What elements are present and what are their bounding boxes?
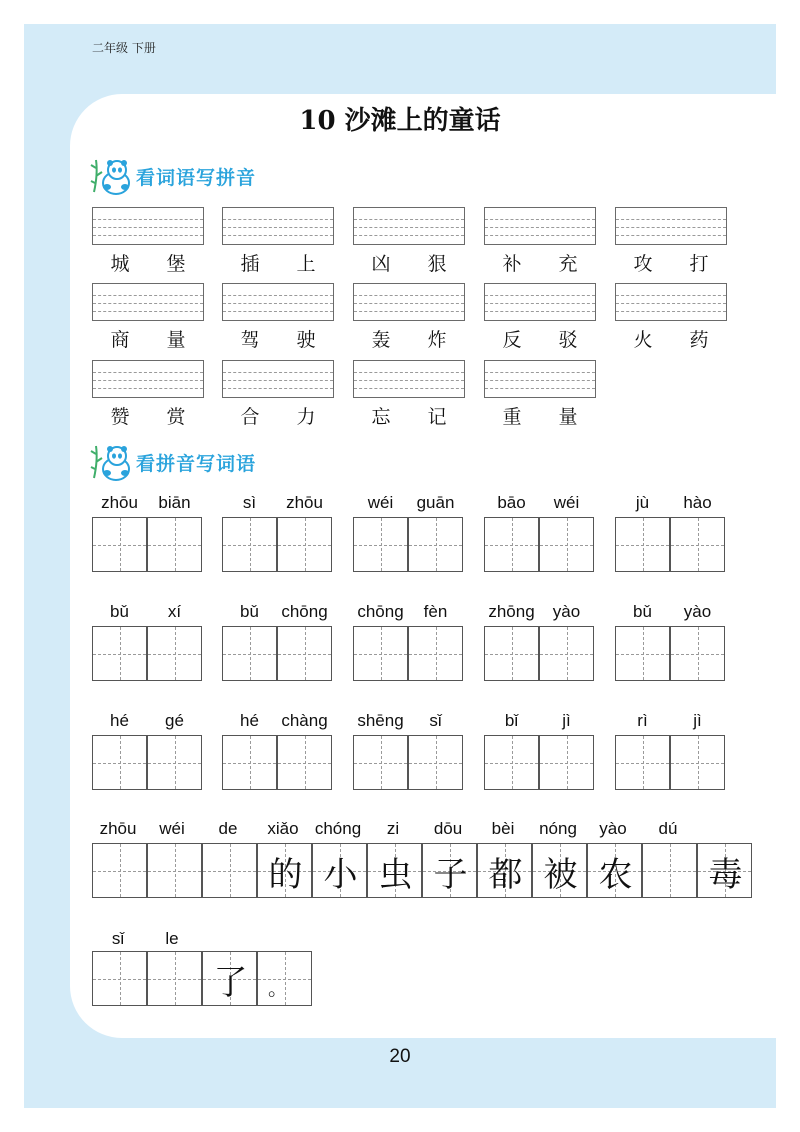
vocab-char: 上: [296, 252, 316, 275]
vocab-char: 量: [166, 328, 186, 351]
guide-line: [485, 388, 595, 389]
page-number: 20: [389, 1046, 411, 1067]
pinyin-answer-box[interactable]: [615, 207, 727, 245]
character-write-box[interactable]: [92, 843, 147, 898]
pinyin-label: zhōu: [99, 819, 137, 838]
guide-line: [485, 219, 595, 220]
printed-character: 都: [488, 855, 523, 895]
character-box-filled: [587, 843, 642, 898]
guide-line: [485, 372, 595, 373]
pinyin-label: wéi: [553, 493, 580, 512]
character-write-box[interactable]: [539, 626, 594, 681]
pinyin-label: fèn: [423, 602, 448, 621]
vocab-word: [353, 402, 465, 428]
printed-character: 。: [268, 976, 288, 1000]
character-write-box[interactable]: [353, 626, 408, 681]
pinyin-label: bāo: [497, 493, 526, 512]
guide-line: [223, 372, 333, 373]
vocab-word: [353, 325, 465, 351]
guide-line: [485, 311, 595, 312]
character-write-box[interactable]: [408, 735, 463, 790]
pinyin-label: sǐ: [429, 711, 442, 730]
character-write-box[interactable]: [147, 626, 202, 681]
guide-line: [616, 311, 726, 312]
character-write-box[interactable]: [615, 735, 670, 790]
guide-line: [93, 372, 203, 373]
guide-line: [485, 380, 595, 381]
pinyin-label: bǔ: [633, 602, 652, 621]
pinyin-label: dú: [658, 819, 678, 838]
vocab-char: 赏: [166, 405, 186, 428]
vocab-word: [222, 325, 334, 351]
pinyin-label: biān: [158, 493, 191, 512]
vocab-char: 忘: [371, 405, 391, 428]
pinyin-label: nóng: [539, 819, 577, 838]
pinyin-label: xí: [167, 602, 182, 621]
pinyin-answer-box[interactable]: [353, 283, 465, 321]
vocab-char: 攻: [633, 252, 653, 275]
pinyin-label: hào: [683, 493, 712, 512]
vocab-char: 力: [296, 405, 316, 428]
character-write-box[interactable]: [147, 951, 202, 1006]
pinyin-label: zi: [386, 819, 400, 838]
guide-line: [616, 235, 726, 236]
pinyin-label: jì: [562, 711, 571, 730]
pinyin-label: jù: [635, 493, 650, 512]
pinyin-answer-box[interactable]: [484, 207, 596, 245]
vocab-char: 驾: [240, 328, 260, 351]
panda-icon: [90, 442, 134, 482]
character-write-box[interactable]: [92, 626, 147, 681]
pinyin-label: bèi: [491, 819, 515, 838]
printed-character: 的: [268, 855, 303, 895]
pinyin-answer-box[interactable]: [92, 283, 204, 321]
character-write-box[interactable]: [408, 626, 463, 681]
printed-character: 农: [598, 855, 633, 895]
character-box-filled: [532, 843, 587, 898]
pinyin-label: gé: [165, 711, 184, 730]
vocab-word: [222, 249, 334, 275]
pinyin-label: yào: [683, 602, 712, 621]
vocab-char: 凶: [371, 252, 391, 275]
guide-line: [354, 311, 464, 312]
vocab-char: 轰: [371, 328, 391, 351]
vocab-char: 驶: [296, 328, 316, 351]
character-write-box[interactable]: [670, 517, 725, 572]
character-write-box[interactable]: [539, 517, 594, 572]
guide-line: [93, 388, 203, 389]
pinyin-label: wéi: [367, 493, 394, 512]
character-box-filled: [477, 843, 532, 898]
pinyin-label: zhōu: [101, 493, 138, 512]
pinyin-label: yào: [599, 819, 627, 838]
character-write-box[interactable]: [222, 735, 277, 790]
character-box-filled: [257, 843, 312, 898]
pinyin-answer-box[interactable]: [222, 283, 334, 321]
vocab-char: 狠: [427, 252, 447, 275]
guide-line: [93, 227, 203, 228]
pinyin-label: rì: [637, 711, 648, 730]
pinyin-answer-box[interactable]: [484, 283, 596, 321]
pinyin-label: chàng: [281, 711, 328, 730]
character-write-box[interactable]: [92, 517, 147, 572]
grade-label: 二年级 下册: [92, 41, 156, 55]
character-box-filled: [367, 843, 422, 898]
character-write-box[interactable]: [408, 517, 463, 572]
vocab-char: 插: [240, 252, 260, 275]
character-write-box[interactable]: [539, 735, 594, 790]
pinyin-label: xiǎo: [267, 819, 299, 838]
guide-line: [93, 311, 203, 312]
vocab-char: 驳: [558, 328, 578, 351]
guide-line: [223, 311, 333, 312]
vocab-char: 补: [502, 252, 522, 275]
character-write-box[interactable]: [615, 626, 670, 681]
vocab-char: 药: [689, 328, 709, 351]
guide-line: [354, 303, 464, 304]
vocab-word: [484, 325, 596, 351]
pinyin-label: le: [165, 929, 179, 948]
guide-line: [616, 227, 726, 228]
guide-line: [93, 235, 203, 236]
character-write-box[interactable]: [484, 517, 539, 572]
vocab-word: [92, 249, 204, 275]
guide-line: [485, 295, 595, 296]
character-write-box[interactable]: [147, 843, 202, 898]
guide-line: [93, 380, 203, 381]
vocab-word: [353, 249, 465, 275]
panda-icon: [90, 156, 134, 196]
vocab-char: 记: [427, 405, 447, 428]
pinyin-label: chōng: [357, 602, 404, 621]
pinyin-answer-box[interactable]: [92, 360, 204, 398]
guide-line: [485, 235, 595, 236]
character-write-box[interactable]: [277, 517, 332, 572]
guide-line: [93, 219, 203, 220]
vocab-char: 炸: [427, 328, 447, 351]
vocab-char: 量: [558, 405, 578, 428]
pinyin-answer-box[interactable]: [615, 283, 727, 321]
section-title: 看词语写拼音: [136, 166, 257, 189]
guide-line: [93, 303, 203, 304]
guide-line: [485, 227, 595, 228]
pinyin-answer-box[interactable]: [353, 207, 465, 245]
vocab-word: [615, 249, 727, 275]
printed-character: 了: [213, 963, 248, 1003]
guide-line: [223, 388, 333, 389]
pinyin-label: hé: [240, 711, 259, 730]
guide-line: [616, 295, 726, 296]
printed-character: 子: [433, 855, 468, 895]
guide-line: [223, 219, 333, 220]
vocab-word: [92, 402, 204, 428]
character-box-filled: [312, 843, 367, 898]
vocab-char: 城: [110, 252, 130, 275]
vocab-char: 打: [689, 252, 709, 275]
guide-line: [354, 235, 464, 236]
pinyin-answer-box[interactable]: [353, 360, 465, 398]
guide-line: [485, 303, 595, 304]
guide-line: [354, 219, 464, 220]
character-write-box[interactable]: [642, 843, 697, 898]
pinyin-label: zhōu: [286, 493, 323, 512]
guide-line: [616, 303, 726, 304]
pinyin-label: de: [218, 819, 238, 838]
vocab-word: [222, 402, 334, 428]
character-write-box[interactable]: [222, 517, 277, 572]
section-look-pinyin-write-words: [90, 442, 256, 482]
character-write-box[interactable]: [92, 735, 147, 790]
pinyin-label: zhōng: [488, 602, 535, 621]
pinyin-answer-box[interactable]: [484, 360, 596, 398]
character-write-box[interactable]: [147, 517, 202, 572]
character-write-box[interactable]: [615, 517, 670, 572]
pinyin-label: bǔ: [110, 602, 129, 621]
pinyin-label: bǔ: [240, 602, 259, 621]
vocab-char: 赞: [110, 405, 130, 428]
character-write-box[interactable]: [670, 626, 725, 681]
guide-line: [354, 227, 464, 228]
vocab-char: 重: [502, 405, 522, 428]
pinyin-answer-box[interactable]: [92, 207, 204, 245]
guide-line: [354, 380, 464, 381]
character-write-box[interactable]: [277, 735, 332, 790]
pinyin-label: yào: [552, 602, 581, 621]
guide-line: [354, 388, 464, 389]
vocab-char: 火: [633, 328, 653, 351]
character-write-box[interactable]: [222, 626, 277, 681]
character-write-box[interactable]: [147, 735, 202, 790]
vocab-word: [92, 325, 204, 351]
pinyin-label: chōng: [281, 602, 328, 621]
guide-line: [223, 235, 333, 236]
pinyin-label: bǐ: [504, 711, 519, 730]
guide-line: [223, 303, 333, 304]
pinyin-label: dōu: [433, 819, 463, 838]
character-write-box[interactable]: [484, 626, 539, 681]
character-write-box[interactable]: [353, 735, 408, 790]
guide-line: [223, 380, 333, 381]
guide-line: [354, 372, 464, 373]
pinyin-label: wéi: [159, 819, 185, 838]
character-box-filled: [422, 843, 477, 898]
character-write-box[interactable]: [353, 517, 408, 572]
vocab-char: 堡: [166, 252, 186, 275]
pinyin-label: chóng: [314, 819, 362, 838]
printed-character: 虫: [378, 855, 413, 895]
character-write-box[interactable]: [92, 951, 147, 1006]
character-box-filled: [257, 951, 312, 1006]
pinyin-label: jì: [693, 711, 702, 730]
character-write-box[interactable]: [202, 843, 257, 898]
pinyin-answer-box[interactable]: [222, 207, 334, 245]
pinyin-label: shēng: [357, 711, 404, 730]
vocab-word: [615, 325, 727, 351]
character-write-box[interactable]: [484, 735, 539, 790]
lesson-title: 10 沙滩上的童话: [299, 106, 501, 136]
section-title: 看拼音写词语: [136, 452, 257, 475]
character-box-filled: [697, 843, 752, 898]
pinyin-label: hé: [110, 711, 129, 730]
vocab-word: [484, 402, 596, 428]
section-look-words-write-pinyin: [90, 156, 256, 196]
guide-line: [223, 295, 333, 296]
pinyin-answer-box[interactable]: [222, 360, 334, 398]
character-write-box[interactable]: [277, 626, 332, 681]
printed-character: 被: [543, 855, 578, 895]
vocab-char: 充: [558, 252, 578, 275]
character-write-box[interactable]: [670, 735, 725, 790]
vocab-word: [484, 249, 596, 275]
guide-line: [354, 295, 464, 296]
pinyin-label: sì: [242, 493, 257, 512]
guide-line: [93, 295, 203, 296]
pinyin-label: sǐ: [111, 929, 125, 948]
printed-character: 小: [323, 855, 358, 895]
vocab-char: 商: [110, 328, 130, 351]
pinyin-label: guān: [416, 493, 455, 512]
guide-line: [223, 227, 333, 228]
vocab-char: 反: [502, 328, 522, 351]
printed-character: 毒: [708, 855, 743, 895]
guide-line: [616, 219, 726, 220]
vocab-char: 合: [240, 405, 260, 428]
character-box-filled: [202, 951, 257, 1006]
